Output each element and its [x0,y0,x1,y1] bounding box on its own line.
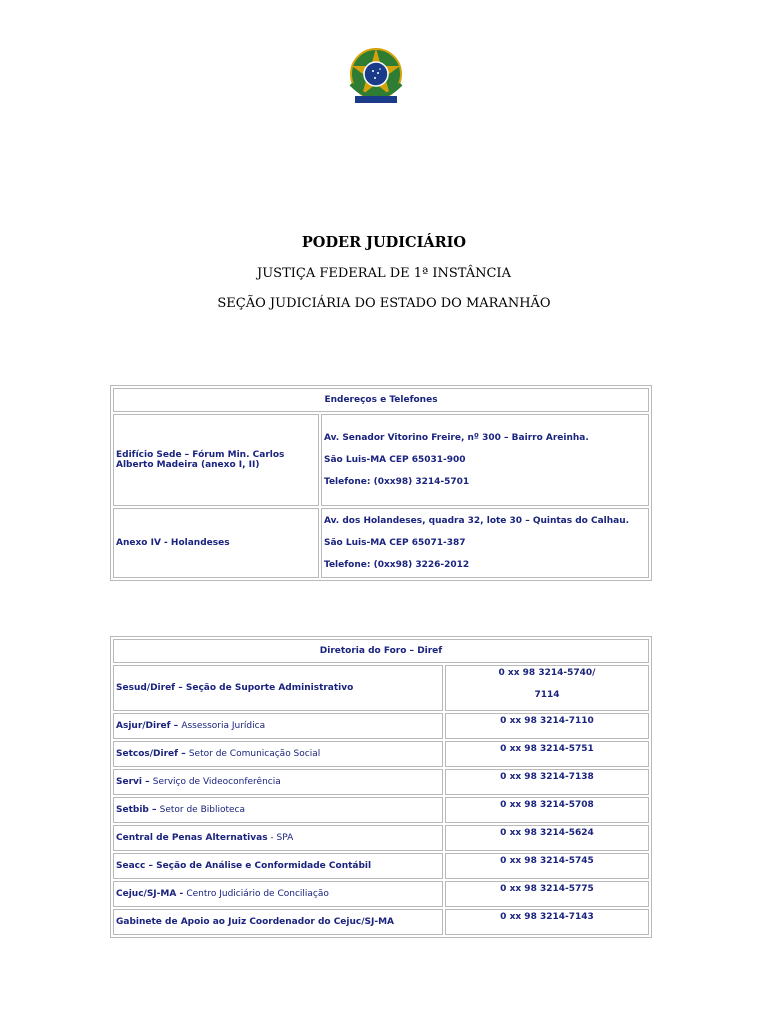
unit-description: Centro Judiciário de Conciliação [186,889,329,899]
unit-name: Servi – [116,777,153,787]
addresses-caption: Endereços e Telefones [113,388,649,412]
table-row-label [113,909,443,935]
unit-name: Central de Penas Alternativas [116,833,268,843]
table-row-phone [445,665,649,711]
address-city: São Luis-MA CEP 65031-900 [324,455,466,465]
phone-extension: 7114 [534,690,560,700]
address-city: São Luis-MA CEP 65071-387 [324,538,466,548]
unit-description: Serviço de Videoconferência [152,777,281,787]
phone-number: 0 xx 98 3214-5751 [445,741,649,767]
phone-number: 0 xx 98 3214-7138 [445,769,649,795]
address-name-anexo-iv: Anexo IV - Holandeses [113,508,319,578]
phone-number: 0 xx 98 3214-5740/ [498,668,596,678]
table-row-label [113,881,443,907]
unit-description: - SPA [267,833,294,843]
table-row-label [113,769,443,795]
table-row-label [113,665,443,711]
address-detail-sede [321,414,649,506]
phone-number: 0 xx 98 3214-5624 [445,825,649,851]
unit-name: Sesud/Diref – Seção de Suporte Administrativo [116,683,354,693]
unit-name: Setbib – [116,805,160,815]
addresses-table [110,385,652,581]
address-phone: Telefone: (0xx98) 3214-5701 [324,477,470,487]
address-phone: Telefone: (0xx98) 3226-2012 [324,560,470,570]
page-title: PODER JUDICIÁRIO [301,234,467,251]
address-street: Av. Senador Vitorino Freire, nº 300 – Bairro Areinha. [324,433,589,443]
phone-number: 0 xx 98 3214-5775 [445,881,649,907]
coat-of-arms-icon [343,44,409,110]
unit-description: Setor de Comunicação Social [188,749,321,759]
subtitle-secao-judiciaria: SEÇÃO JUDICIÁRIA DO ESTADO DO MARANHÃO [217,296,551,311]
diref-caption: Diretoria do Foro – Diref [113,639,649,663]
address-street: Av. dos Holandeses, quadra 32, lote 30 – Quintas do Calhau. [324,516,630,526]
phone-number: 0 xx 98 3214-5708 [445,797,649,823]
address-name-sede: Edifício Sede – Fórum Min. Carlos Alberto Madeira (anexo I, II) [113,414,319,506]
table-row-label [113,853,443,879]
table-row-label [113,713,443,739]
unit-name: Seacc – Seção de Análise e Conformidade Contábil [116,861,372,871]
phone-number: 0 xx 98 3214-5745 [445,853,649,879]
phone-number: 0 xx 98 3214-7110 [445,713,649,739]
table-row-label [113,797,443,823]
unit-name: Cejuc/SJ-MA - [116,889,187,899]
subtitle-justica-federal: JUSTIÇA FEDERAL DE 1ª INSTÂNCIA [257,266,511,281]
diref-table [110,636,652,938]
unit-description: Assessoria Jurídica [181,721,266,731]
address-detail-anexo-iv [321,508,649,578]
unit-name: Gabinete de Apoio ao Juiz Coordenador do Cejuc/SJ-MA [116,917,395,927]
phone-number: 0 xx 98 3214-7143 [445,909,649,935]
table-row-label [113,825,443,851]
unit-name: Setcos/Diref – [116,749,189,759]
table-row-label [113,741,443,767]
unit-description: Setor de Biblioteca [159,805,246,815]
unit-name: Asjur/Diref – [116,721,182,731]
